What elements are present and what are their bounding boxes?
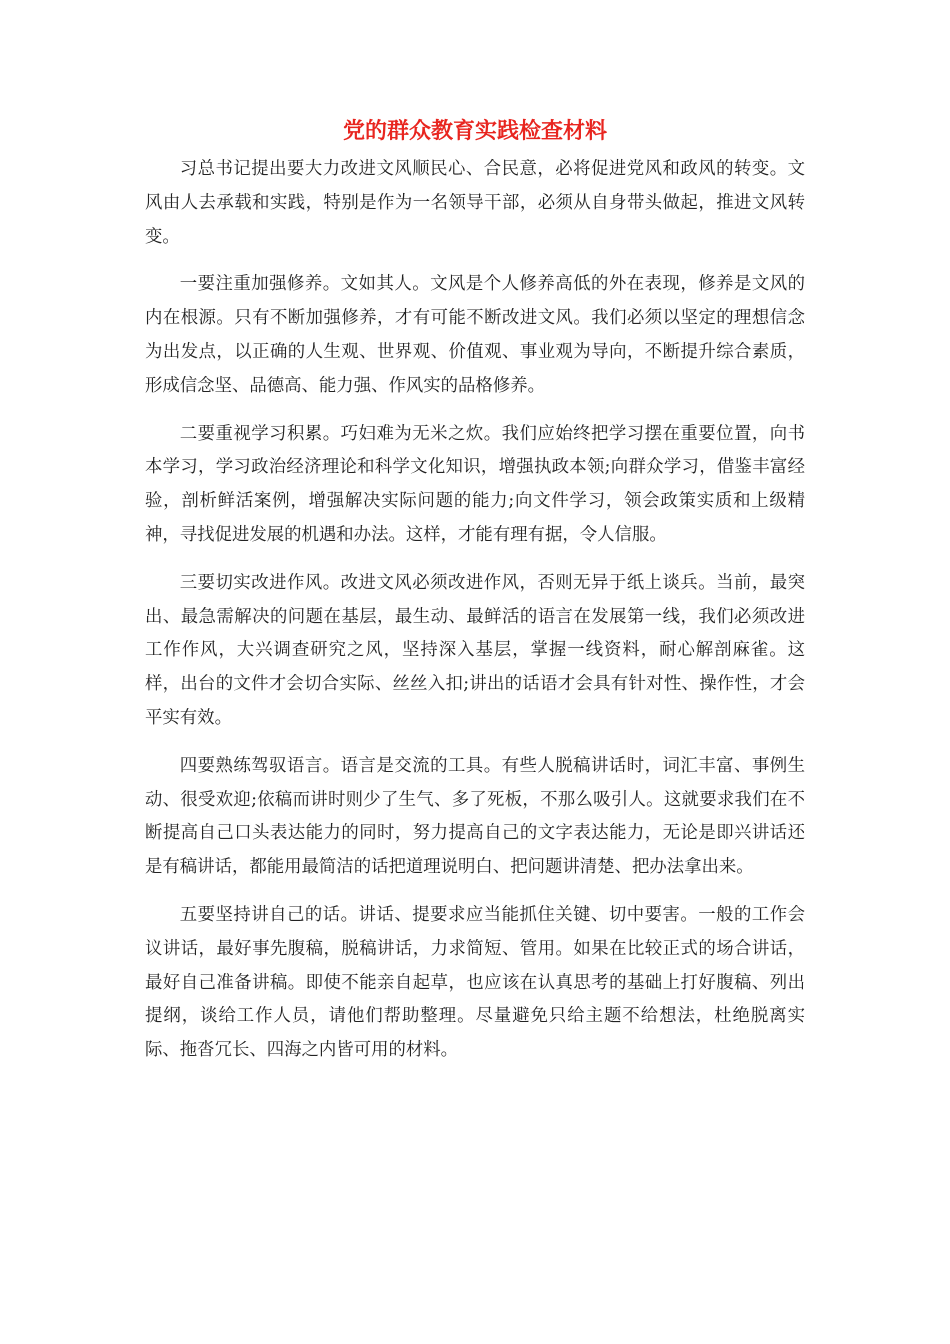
paragraph-5-own-words: 五要坚持讲自己的话。讲话、提要求应当能抓住关键、切中要害。一般的工作会议讲话，最好事先腹稿，脱稿讲话，力求简短、管用。如果在比较正式的场合讲话，最好自己准备讲稿。即使不能亲自起草，也应该在认真思考的基础上打好腹稿、列出提纲，谈给工作人员，请他们帮助整理。尽量避免只给主题不给想法，杜绝脱离实际、拖沓冗长、四海之内皆可用的材料。 — [145, 904, 805, 1061]
document-body — [145, 153, 805, 1068]
paragraph-3-work-style: 三要切实改进作风。改进文风必须改进作风，否则无异于纸上谈兵。当前，最突出、最急需解决的问题在基层，最生动、最鲜活的语言在发展第一线，我们必须改进工作作风，大兴调查研究之风，坚持深入基层，掌握一线资料，耐心解剖麻雀。这样，出台的文件才会切合实际、丝丝入扣;讲出的话语才会具有针对性、操作性，才会平实有效。 — [145, 572, 805, 728]
paragraph-intro: 习总书记提出要大力改进文风顺民心、合民意，必将促进党风和政风的转变。文风由人去承载和实践，特别是作为一名领导干部，必须从自身带头做起，推进文风转变。 — [145, 159, 805, 247]
document-title: 党的群众教育实践检查材料 — [342, 119, 607, 144]
paragraph-1-cultivation: 一要注重加强修养。文如其人。文风是个人修养高低的外在表现，修养是文风的内在根源。只有不断加强修养，才有可能不断改进文风。我们必须以坚定的理想信念为出发点，以正确的人生观、世界观、价值观、事业观为导向，不断提升综合素质，形成信念坚、品德高、能力强、作风实的品格修养。 — [145, 274, 805, 396]
paragraph-4-language: 四要熟练驾驭语言。语言是交流的工具。有些人脱稿讲话时，词汇丰富、事例生动、很受欢迎;依稿而讲时则少了生气、多了死板，不那么吸引人。这就要求我们在不断提高自己口头表达能力的同时，努力提高自己的文字表达能力，无论是即兴讲话还是有稿讲话，都能用最简洁的话把道理说明白、把问题讲清楚、把办法拿出来。 — [145, 755, 805, 878]
paragraph-2-learning: 二要重视学习积累。巧妇难为无米之炊。我们应始终把学习摆在重要位置，向书本学习，学习政治经济理论和科学文化知识，增强执政本领;向群众学习，借鉴丰富经验，剖析鲜活案例，增强解决实际问题的能力;向文件学习，领会政策实质和上级精神，寻找促进发展的机遇和办法。这样，才能有理有据，令人信服。 — [145, 423, 805, 545]
